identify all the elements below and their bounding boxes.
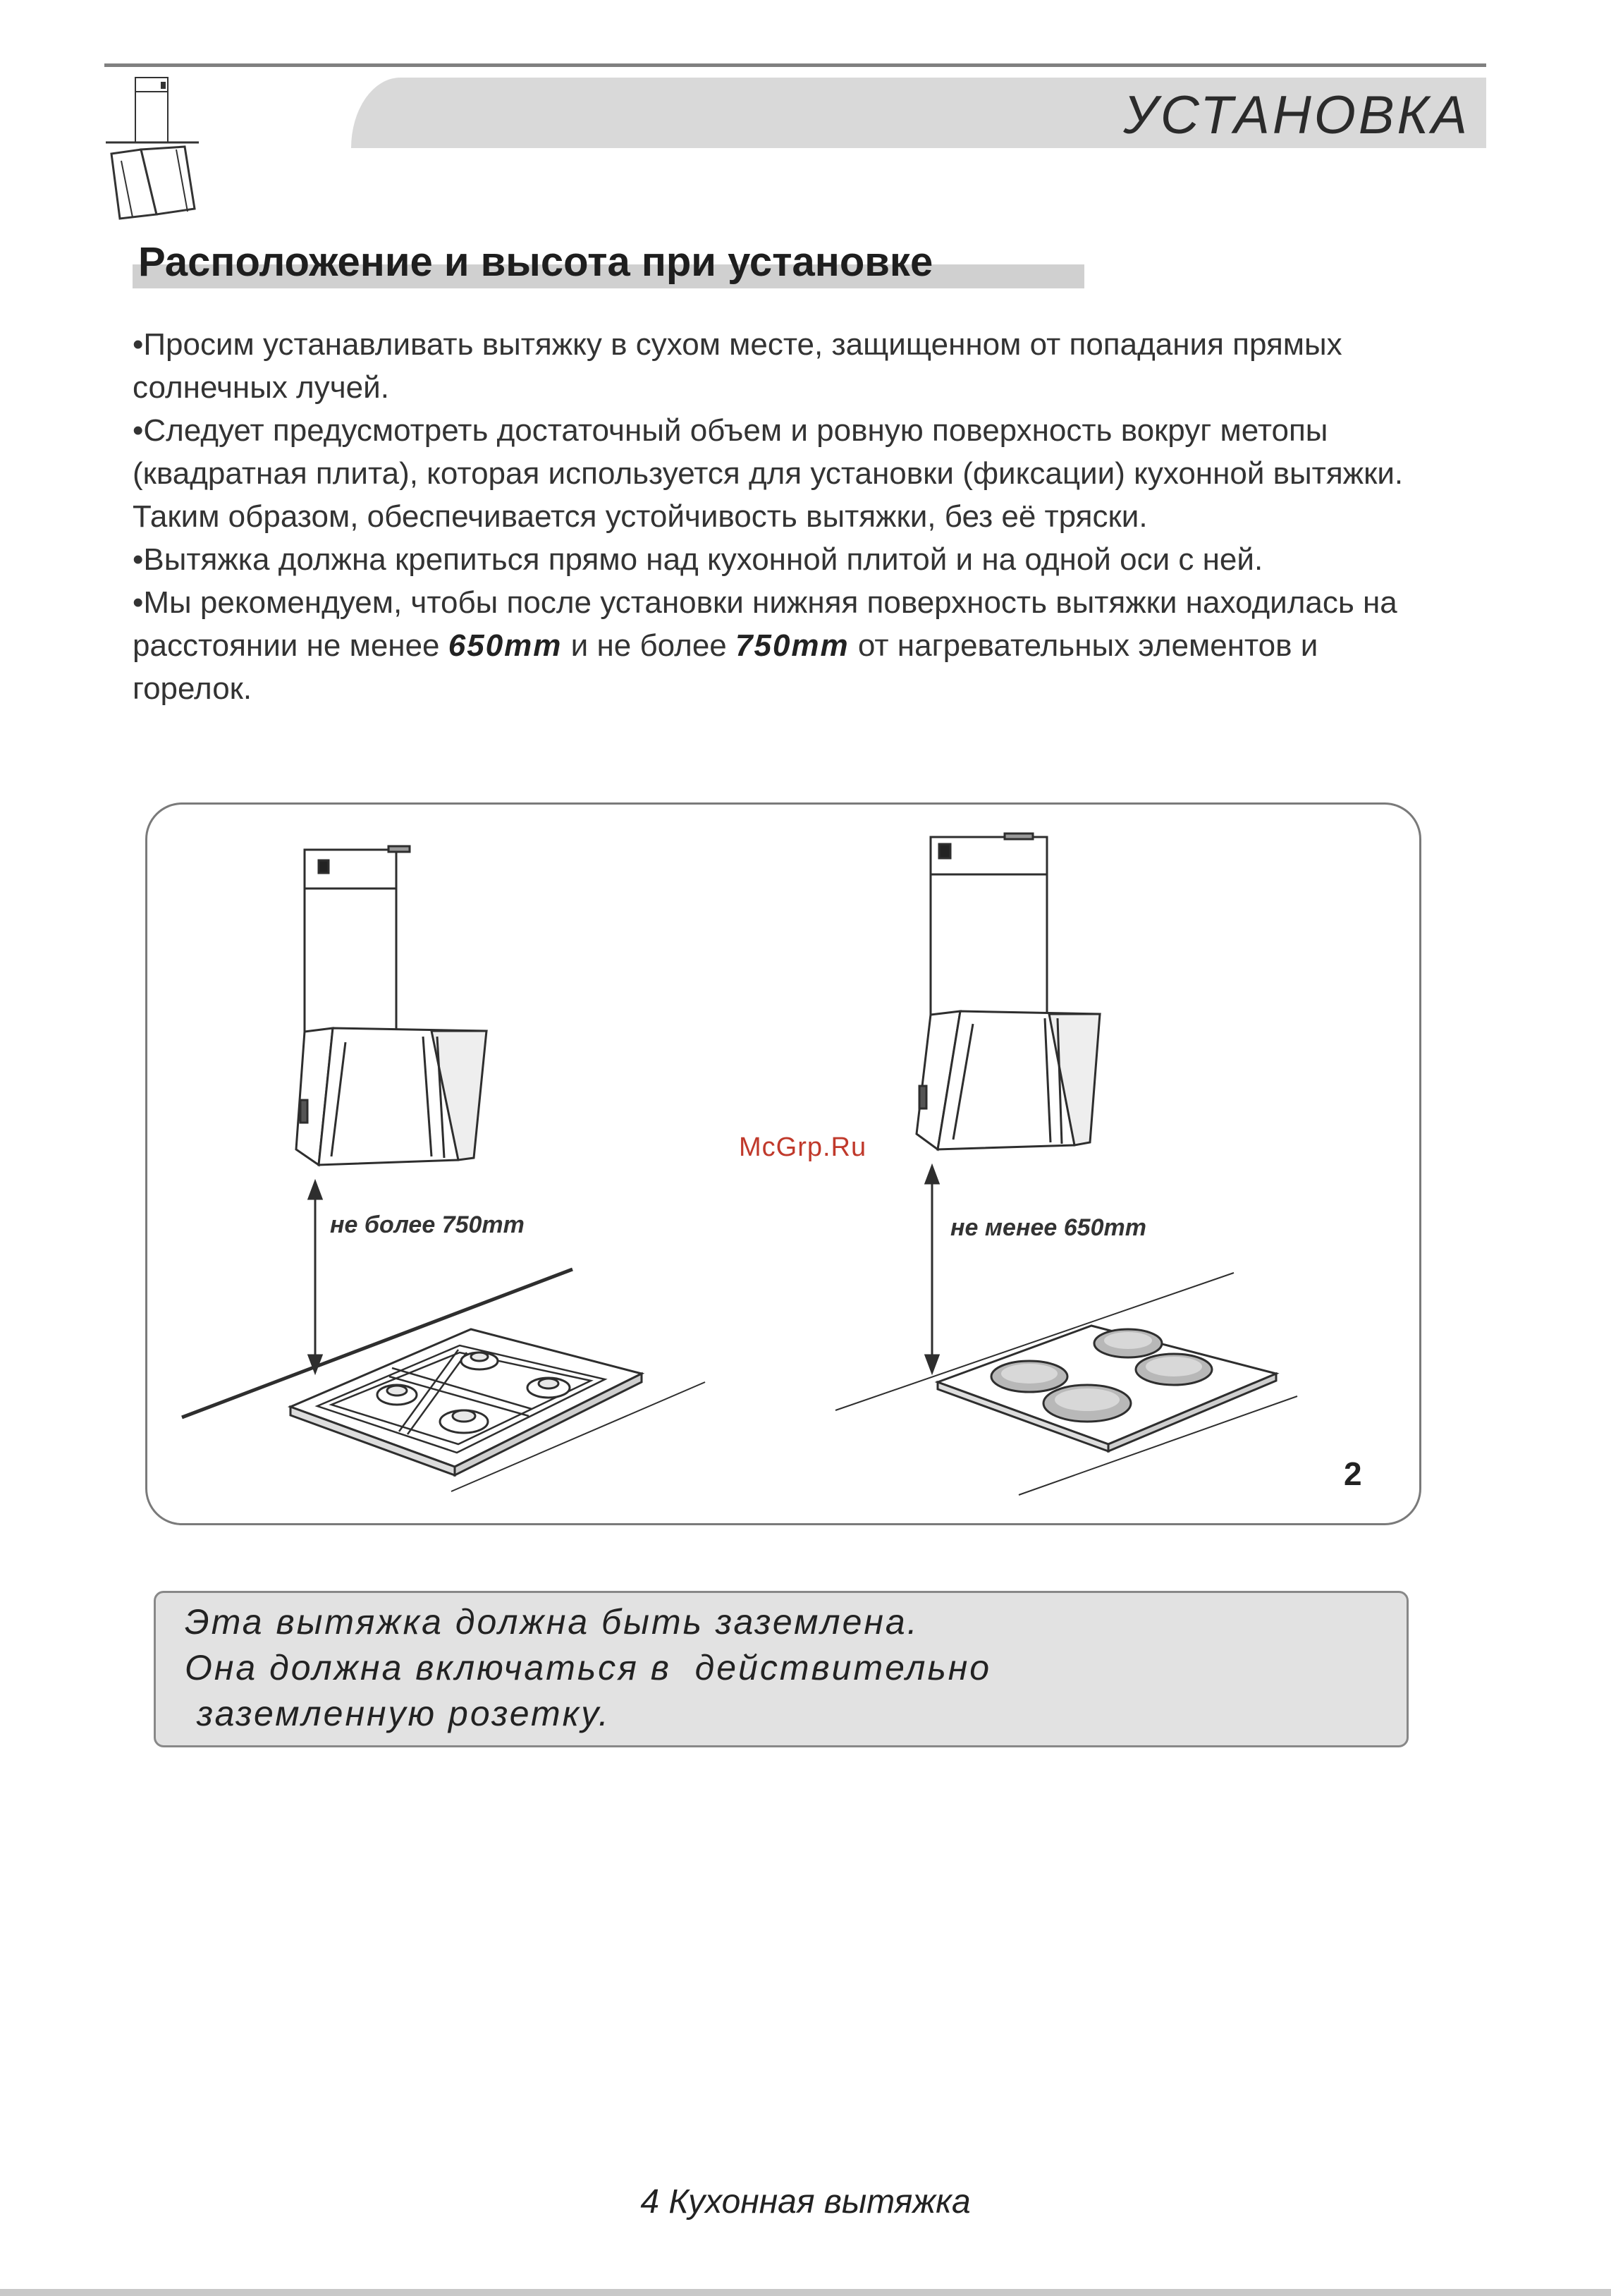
paragraph-mounting-surface: •Следует предусмотреть достаточный объем и ровную поверхность вокруг метопы (квадратная плита), которая используется для установки (фиксации) кухонной вытяжки. Таким образом, обеспечивается устойчивость вытяжки, без её тряски. <box>133 413 1404 534</box>
dimension-arrow-left <box>309 1182 321 1372</box>
gas-hob <box>182 1269 705 1491</box>
dimension-arrow-right <box>926 1166 938 1372</box>
warning-line-2: Она должна включаться в действительно <box>185 1648 992 1687</box>
page-footer: 4 Кухонная вытяжка <box>640 2183 971 2221</box>
warning-line-1: Эта вытяжка должна быть заземлена. <box>185 1602 919 1642</box>
max-height-label: не более 750mm <box>330 1211 525 1238</box>
warning-line-3: заземленную розетку. <box>185 1694 611 1733</box>
min-height-value: 650mm <box>448 628 563 663</box>
min-height-label: не менее 650mm <box>950 1214 1146 1241</box>
height-text-a: •Мы рекомендуем, чтобы после установки нижняя поверхность вытяжки находилась на расстоянии не менее <box>133 585 1397 663</box>
figure-number: 2 <box>1344 1455 1362 1492</box>
grounding-warning-text <box>185 1599 991 1737</box>
hood-left <box>296 846 486 1165</box>
watermark: McGrp.Ru <box>739 1132 867 1162</box>
height-text-c: от нагревательных элементов и горелок. <box>133 628 1318 706</box>
hood-right <box>917 833 1100 1149</box>
paragraph-dry-place: •Просим устанавливать вытяжку в сухом месте, защищенном от попадания прямых солнечных лучей. <box>133 327 1342 405</box>
height-text-b: и не более <box>562 628 736 663</box>
bottom-rule <box>0 2289 1611 2296</box>
max-height-value: 750mm <box>735 628 850 663</box>
paragraph-axis: •Вытяжка должна крепиться прямо над кухонной плитой и на одной оси с ней. <box>133 542 1263 577</box>
section-title: Расположение и высота при установке <box>138 239 933 285</box>
ceramic-hob <box>835 1273 1297 1495</box>
page-title: УСТАНОВКА <box>1123 85 1470 145</box>
